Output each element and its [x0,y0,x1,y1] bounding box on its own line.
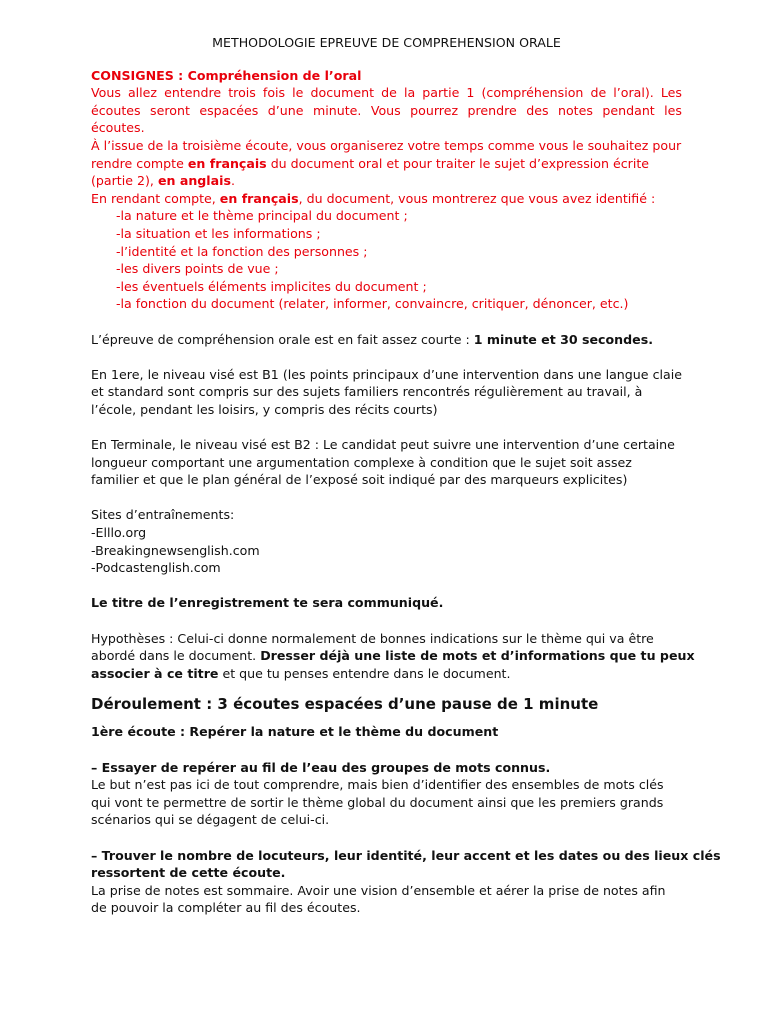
consignes-bullet: -la fonction du document (relater, informer, convaincre, critiquer, dénoncer, etc.) [116,296,629,312]
consignes-line-3: écoutes. [91,120,145,136]
consignes-heading: CONSIGNES : Compréhension de l’oral [91,67,362,83]
deroulement-heading: Déroulement : 3 écoutes espacées d’une pause de 1 minute [91,695,599,714]
consignes-line-7: En rendant compte, en français, du document, vous montrerez que vous avez identifié : [91,190,656,206]
hypotheses-paragraph: Hypothèses : Celui-ci donne normalement de bonnes indications sur le thème qui va être abordé dans le document. Dresser déjà une liste de mots et d’informations que tu peux associer à ce titre et que tu penses entendre dans le document. [91,630,695,681]
sites-list [91,506,682,576]
ecoute-1-heading: 1ère écoute : Repérer la nature et le thème du document [91,724,499,740]
consignes-bullet: -la nature et le thème principal du document ; [116,208,408,224]
duree-paragraph: L’épreuve de compréhension orale est en fait assez courte : 1 minute et 30 secondes. [91,331,653,347]
consignes-bullet: -l’identité et la fonction des personnes ; [116,243,368,259]
consignes-line-1: Vous allez entendre trois fois le document de la partie 1 (compréhension de l’oral). Les [91,85,682,101]
ecoute-1-step-2: – Trouver le nombre de locuteurs, leur identité, leur accent et les dates ou des lieux clés ressortent de cette écoute. La prise de notes est sommaire. Avoir une vision d’ensemble et aérer la prise de notes afin de pouvoir la compléter au fil des écoutes. [91,847,721,916]
consignes-line-5: rendre compte en français du document oral et pour traiter le sujet d’expression écrite [91,155,650,171]
site-item: -Elllo.org [91,525,147,541]
ecoute-1-step-1: – Essayer de repérer au fil de l’eau des groupes de mots connus. Le but n’est pas ici de tout comprendre, mais bien d’identifier des ensembles de mots clés qui vont te permettre de sortir le thème global du document ainsi que les premiers grands scénarios qui se dégagent de celui-ci. [91,759,664,828]
consignes-line-4: À l’issue de la troisième écoute, vous organiserez votre temps comme vous le souhaitez pour [91,137,682,153]
titre-note: Le titre de l’enregistrement te sera communiqué. [91,595,444,611]
site-item: -Podcastenglish.com [91,560,221,576]
document-title: METHODOLOGIE EPREUVE DE COMPREHENSION ORALE [212,35,561,50]
consignes-bullet: -les éventuels éléments implicites du document ; [116,278,427,294]
premiere-paragraph: En 1ere, le niveau visé est B1 (les points principaux d’une intervention dans une langue claie et standard sont compris sur des sujets familiers rencontrés régulièrement au travail, à l’école, pendant les loisirs, y compris des récits courts) [91,366,682,417]
sites-heading: Sites d’entraînements: [91,507,235,523]
consignes-line-2: écoutes seront espacées d’une minute. Vous pourrez prendre des notes pendant les [91,102,682,118]
terminale-paragraph: En Terminale, le niveau visé est B2 : Le candidat peut suivre une intervention d’une certaine longueur comportant une argumentation complexe à condition que le sujet soit assez familier et que le plan général de l’exposé soit indiqué par des marqueurs explicites) [91,437,675,488]
site-item: -Breakingnewsenglish.com [91,542,260,558]
consignes-line-6: (partie 2), en anglais. [91,173,235,189]
consignes-section [91,67,682,313]
consignes-bullet: -la situation et les informations ; [116,225,321,241]
consignes-bullet: -les divers points de vue ; [116,261,279,277]
